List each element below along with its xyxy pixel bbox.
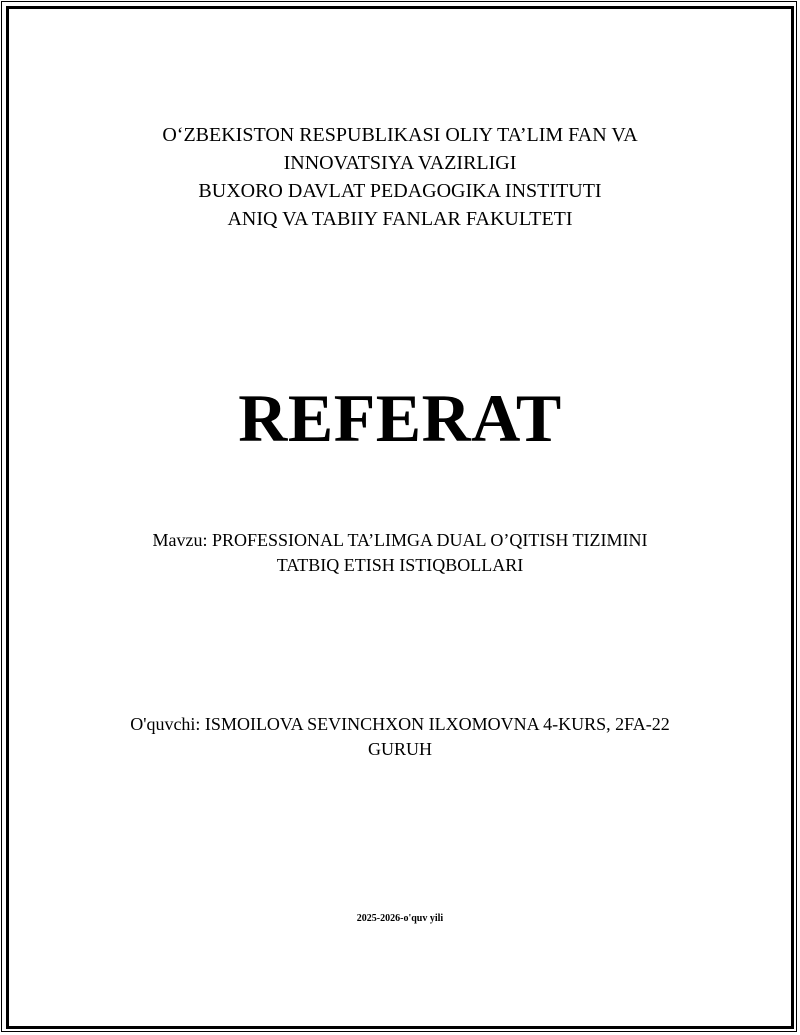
document-title: REFERAT bbox=[238, 380, 562, 456]
topic-line-2: TATBIQ ETISH ISTIQBOLLARI bbox=[276, 555, 524, 575]
header-ministry-line: O‘ZBEKISTON RESPUBLIKASI OLIY TA’LIM FAN VA bbox=[162, 124, 638, 146]
student-line-1: O'quvchi: ISMOILOVA SEVINCHXON ILXOMOVNA 4-KURS, 2FA-22 bbox=[130, 714, 670, 734]
topic-block bbox=[0, 528, 800, 578]
topic-line-1: Mavzu: PROFESSIONAL TA’LIMGA DUAL O’QITISH TIZIMINI bbox=[152, 530, 648, 550]
student-line-2: GURUH bbox=[367, 739, 432, 759]
institution-header bbox=[0, 121, 800, 233]
header-ministry-line-2: INNOVATSIYA VAZIRLIGI bbox=[283, 152, 517, 174]
student-block bbox=[0, 712, 800, 762]
header-institute: BUXORO DAVLAT PEDAGOGIKA INSTITUTI bbox=[198, 180, 602, 202]
academic-year: 2025-2026-o'quv yili bbox=[356, 913, 444, 924]
header-faculty: ANIQ VA TABIIY FANLAR FAKULTETI bbox=[227, 208, 573, 230]
